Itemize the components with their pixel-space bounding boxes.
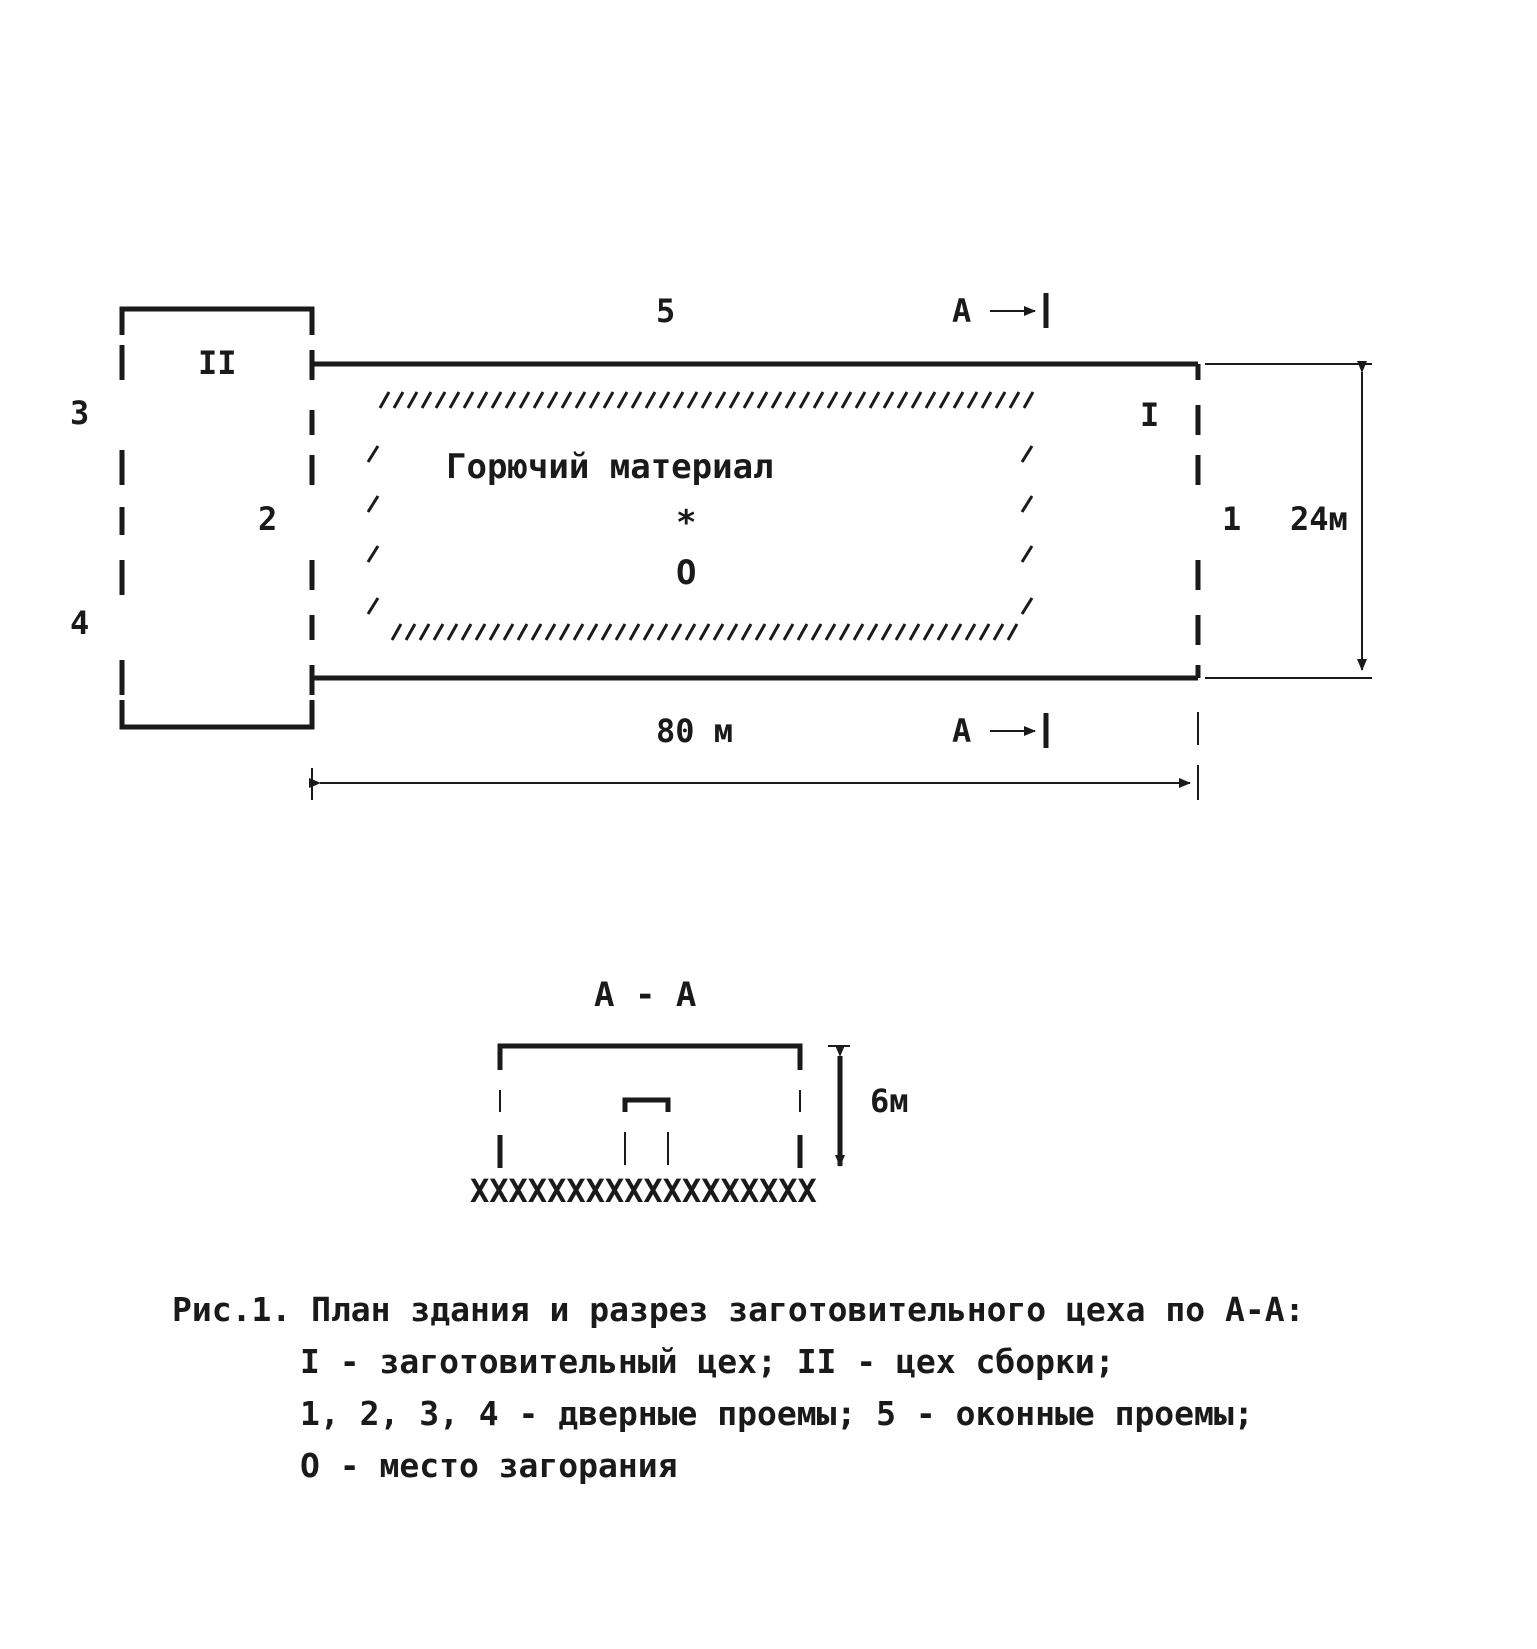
hatch-stroke [840,624,849,640]
hatch-stroke [966,624,975,640]
hatch-stroke [1024,392,1033,408]
hatch-stroke [910,624,919,640]
hatch-stroke [406,624,415,640]
hatch-stroke [954,392,963,408]
section-title: А - А [594,975,697,1015]
fire-origin-label: О [676,553,697,593]
label-room-I: I [1140,396,1160,434]
label-door-3: 3 [70,394,90,432]
hatch-stroke [940,392,949,408]
hatch-stroke [980,624,989,640]
material-label: Горючий материал [446,447,774,487]
hatch-stroke [602,624,611,640]
hatch-stroke [434,624,443,640]
hatch-stroke [882,624,891,640]
hatch-stroke [828,392,837,408]
hatch-stroke [462,624,471,640]
hatch-stroke [548,392,557,408]
material-hatch-bottom [392,624,1017,640]
hatch-stroke [758,392,767,408]
hatch-stroke [814,392,823,408]
hatch-stroke [798,624,807,640]
hatch-stroke [856,392,865,408]
hatch-stroke [546,624,555,640]
hatch-stroke [868,624,877,640]
hatch-stroke [644,624,653,640]
hatch-stroke [716,392,725,408]
dim-width-label: 24м [1290,500,1348,538]
hatch-stroke [504,624,513,640]
hatch-stroke [534,392,543,408]
hatch-stroke [826,624,835,640]
fire-star: * [676,503,697,543]
hatch-stroke [450,392,459,408]
hatch-stroke [728,624,737,640]
hatch-stroke [744,392,753,408]
hatch-stroke [492,392,501,408]
material-hatch-top [380,392,1033,408]
hatch-stroke [896,624,905,640]
hatch-stroke [688,392,697,408]
label-door-2: 2 [258,500,278,538]
hatch-stroke [996,392,1005,408]
hatch-stroke [982,392,991,408]
hatch-stroke [884,392,893,408]
hatch-stroke [1008,624,1017,640]
hatch-stroke [784,624,793,640]
hatch-stroke [392,624,401,640]
hatch-stroke [520,392,529,408]
hatch-stroke [898,392,907,408]
hatch-stroke [952,624,961,640]
caption-line-4: О - место загорания [300,1446,678,1485]
hatch-stroke [700,624,709,640]
section-mark-bottom: А [952,712,972,750]
hatch-stroke [632,392,641,408]
label-window-5: 5 [656,292,676,330]
caption-line-3: 1, 2, 3, 4 - дверные проемы; 5 - оконные проемы; [300,1394,1254,1433]
caption-line-2: I - заготовительный цех; II - цех сборки; [300,1342,1115,1381]
hatch-stroke [686,624,695,640]
hatch-stroke [590,392,599,408]
hatch-stroke [812,624,821,640]
hatch-stroke [912,392,921,408]
hatch-stroke [532,624,541,640]
hatch-stroke [756,624,765,640]
label-door-4: 4 [70,604,90,642]
hatch-stroke [506,392,515,408]
hatch-stroke [702,392,711,408]
hatch-stroke [674,392,683,408]
hatch-stroke [968,392,977,408]
room-I-outline [312,364,1198,678]
hatch-stroke [420,624,429,640]
hatch-stroke [562,392,571,408]
hatch-stroke [576,392,585,408]
hatch-stroke [464,392,473,408]
hatch-stroke [926,392,935,408]
hatch-stroke [422,392,431,408]
hatch-stroke [770,624,779,640]
hatch-stroke [408,392,417,408]
hatch-stroke [436,392,445,408]
hatch-stroke [476,624,485,640]
hatch-stroke [730,392,739,408]
hatch-stroke [616,624,625,640]
section-outline [500,1046,800,1168]
caption-line-1: Рис.1. План здания и разрез заготовительного цеха по А-А: [172,1290,1305,1329]
dim-length-label: 80 м [656,712,734,750]
hatch-stroke [518,624,527,640]
hatch-stroke [646,392,655,408]
hatch-stroke [560,624,569,640]
label-door-1: 1 [1222,500,1242,538]
section-height-label: 6м [870,1082,909,1120]
hatch-stroke [938,624,947,640]
hatch-stroke [772,392,781,408]
hatch-stroke [574,624,583,640]
hatch-stroke [742,624,751,640]
hatch-stroke [658,624,667,640]
hatch-stroke [870,392,879,408]
hatch-stroke [842,392,851,408]
hatch-stroke [994,624,1003,640]
hatch-stroke [618,392,627,408]
hatch-stroke [478,392,487,408]
hatch-stroke [630,624,639,640]
hatch-stroke [854,624,863,640]
hatch-stroke [786,392,795,408]
hatch-stroke [800,392,809,408]
hatch-stroke [448,624,457,640]
hatch-stroke [604,392,613,408]
hatch-stroke [924,624,933,640]
section-mark-top: А [952,292,972,330]
hatch-stroke [588,624,597,640]
hatch-stroke [714,624,723,640]
hatch-stroke [1010,392,1019,408]
hatch-stroke [380,392,389,408]
section-ground: XXXXXXXXXXXXXXXXXX [470,1172,817,1210]
hatch-stroke [490,624,499,640]
hatch-stroke [660,392,669,408]
label-room-II: II [198,344,237,382]
hatch-stroke [394,392,403,408]
hatch-stroke [672,624,681,640]
